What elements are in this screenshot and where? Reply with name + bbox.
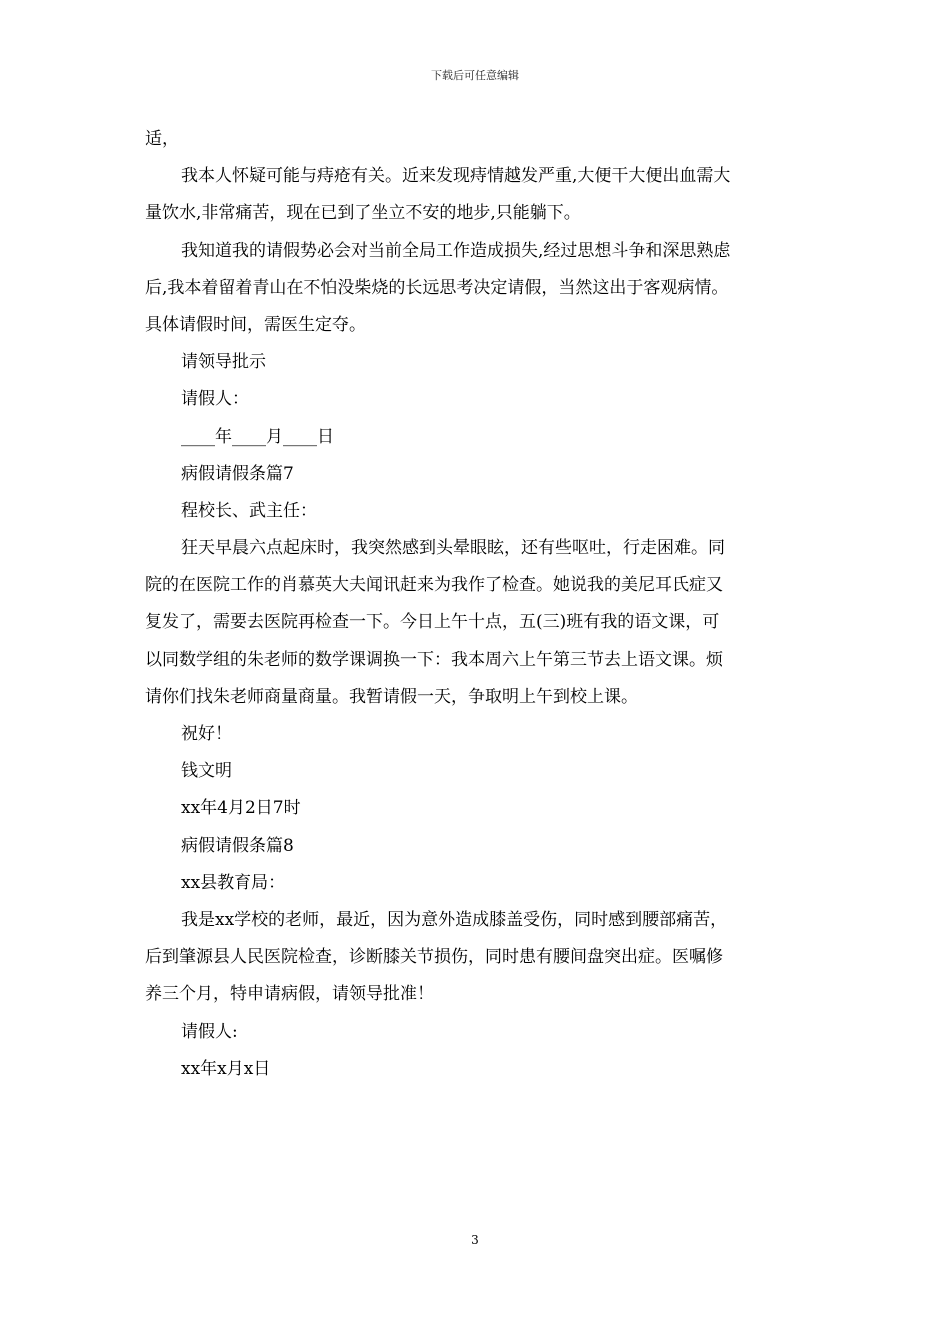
text-line: xx年4月2日7时 [181,798,301,819]
text-line: xx年x月x日 [181,1058,271,1079]
text-line: 我知道我的请假势必会对当前全局工作造成损失,经过思想斗争和深思熟虑 [181,240,731,261]
text-line: 具体请假时间，需医生定夺。 [145,314,366,335]
text-line: 钱文明 [181,761,232,782]
page-header: 下载后可任意编辑 [431,69,519,82]
text-line: 后到肇源县人民医院检查，诊断膝关节损伤，同时患有腰间盘突出症。医嘱修 [145,947,723,968]
text-line: 适， [145,129,179,149]
page-number: 3 [471,1233,479,1247]
text-line: ____年____月____日 [181,426,334,447]
text-line: 以同数学组的朱老师的数学课调换一下：我本周六上午第三节去上语文课。烦 [145,649,723,670]
text-line: 院的在医院工作的肖慕英大夫闻讯赶来为我作了检查。她说我的美尼耳氏症又 [145,575,723,596]
text-line: 请领导批示 [181,352,266,373]
text-line: 祝好！ [181,724,232,744]
text-line: xx县教育局： [181,872,286,893]
text-line: 病假请假条篇7 [181,463,294,484]
text-line: 复发了，需要去医院再检查一下。今日上午十点，五(三)班有我的语文课，可 [145,612,720,633]
text-line: 养三个月，特申请病假，请领导批准！ [145,984,434,1005]
text-line: 请假人： [181,389,249,410]
text-line: 程校长、武主任： [181,500,317,521]
text-line: 量饮水,非常痛苦，现在已到了坐立不安的地步,只能躺下。 [145,203,581,224]
text-line: 请你们找朱老师商量商量。我暂请假一天，争取明上午到校上课。 [145,686,638,707]
text-line: 请假人: [181,1021,238,1042]
text-line: 病假请假条篇8 [181,835,294,856]
text-line: 狂天早晨六点起床时，我突然感到头晕眼眩，还有些呕吐，行走困难。同 [181,538,725,559]
document-body [145,121,807,1088]
text-line: 我本人怀疑可能与痔疮有关。近来发现痔情越发严重,大便干大便出血需大 [181,166,731,187]
text-line: 我是xx学校的老师，最近，因为意外造成膝盖受伤，同时感到腰部痛苦， [181,909,728,930]
text-line: 后,我本着留着青山在不怕没柴烧的长远思考决定请假，当然这出于客观病情。 [145,277,729,298]
